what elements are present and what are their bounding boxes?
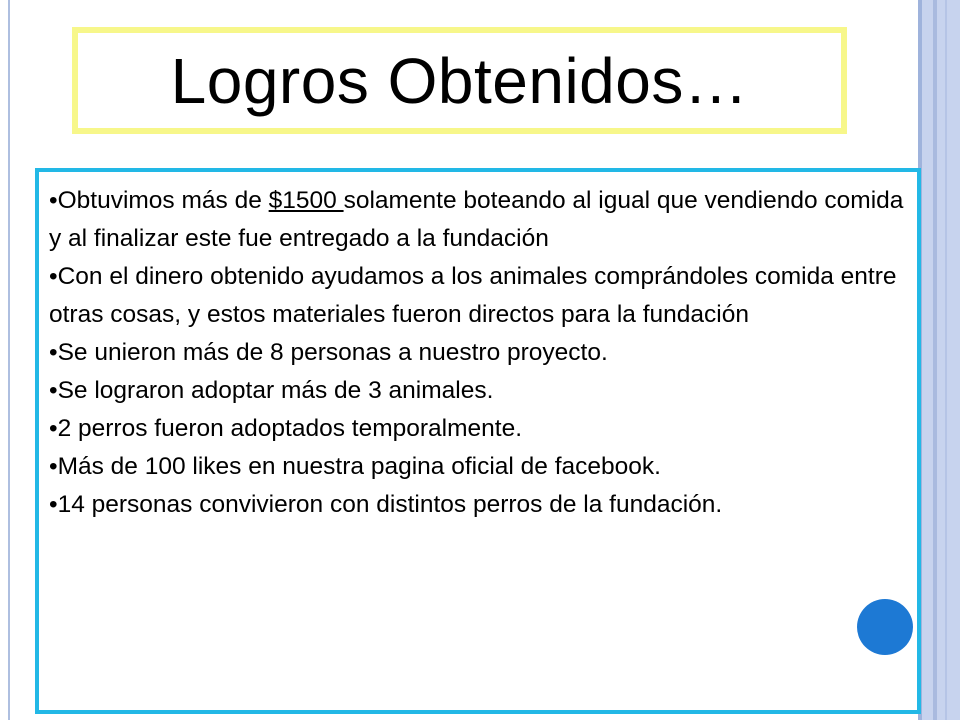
right-side-band — [922, 0, 960, 720]
bullet-item: •Se lograron adoptar más de 3 animales. — [49, 377, 494, 404]
left-border-line — [8, 0, 10, 720]
bullet-item: •Se unieron más de 8 personas a nuestro proyecto. — [49, 339, 608, 366]
right-band-stripe — [933, 0, 937, 720]
bullet-list — [49, 182, 909, 524]
right-band-stripe-thin — [945, 0, 947, 720]
bullet-item — [49, 182, 909, 258]
bullet-text-suffix: solamente boteando al igual que vendiendo comida y al finalizar este fue entregado a la fundación — [49, 187, 904, 252]
bullet-item: •14 personas convivieron con distintos perros de la fundación. — [49, 491, 723, 518]
blue-circle-decoration — [857, 599, 913, 655]
bullet-amount-underlined: $1500 — [268, 187, 344, 214]
bullet-item: •Más de 100 likes en nuestra pagina oficial de facebook. — [49, 453, 661, 480]
title-box — [72, 27, 847, 134]
content-box — [35, 168, 921, 714]
bullet-item: •Con el dinero obtenido ayudamos a los animales comprándoles comida entre otras cosas, y estos materiales fueron directos para la fundación — [49, 263, 897, 328]
bullet-text-prefix: •Obtuvimos más de — [49, 187, 269, 214]
slide-title: Logros Obtenidos… — [170, 44, 749, 117]
bullet-item: •2 perros fueron adoptados temporalmente. — [49, 415, 523, 442]
